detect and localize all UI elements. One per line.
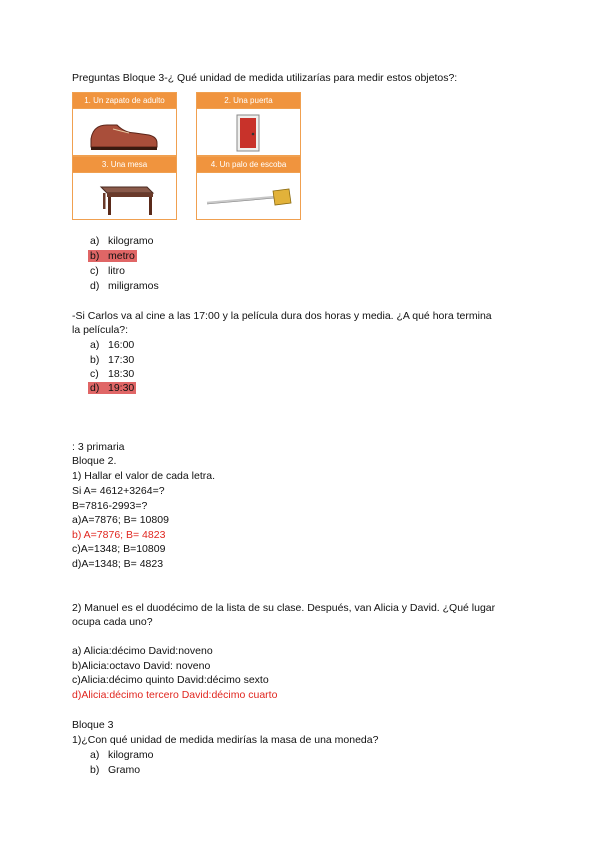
card-table <box>72 156 177 220</box>
option-b[interactable]: b) metro <box>90 250 135 262</box>
section-heading: Bloque 3 <box>72 719 114 731</box>
question-text: 1) Hallar el valor de cada letra. <box>72 470 215 482</box>
card-door <box>196 92 301 156</box>
image-grid <box>72 90 302 218</box>
option-a[interactable]: a)A=7876; B= 10809 <box>72 514 169 526</box>
option-a[interactable]: a) 16:00 <box>90 339 135 351</box>
option-c[interactable]: c) litro <box>90 265 125 277</box>
question-title: Preguntas Bloque 3-¿ Qué unidad de medida utilizarías para medir estos objetos?: <box>72 72 458 84</box>
equation-a: Si A= 4612+3264=? <box>72 485 165 497</box>
card-caption: 3. Una mesa <box>73 157 176 173</box>
question-text: 1)¿Con qué unidad de medida medirías la masa de una moneda? <box>72 734 379 746</box>
option-c[interactable]: c) 18:30 <box>90 368 135 380</box>
grade-label: : 3 primaria <box>72 441 125 453</box>
question-text: 2) Manuel es el duodécimo de la lista de su clase. Después, van Alicia y David. ¿Qué lugar <box>72 602 496 614</box>
door-icon <box>197 109 300 155</box>
option-d[interactable]: d) 19:30 <box>90 382 135 394</box>
option-d-correct[interactable]: d)Alicia:décimo tercero David:décimo cuarto <box>72 689 278 701</box>
question-text-continued: ocupa cada uno? <box>72 616 153 628</box>
question-text: -Si Carlos va al cine a las 17:00 y la película dura dos horas y media. ¿A qué hora termina <box>72 310 492 322</box>
option-a[interactable]: a) Alicia:décimo David:noveno <box>72 645 213 657</box>
broom-icon <box>197 173 300 219</box>
option-b[interactable]: b) Gramo <box>90 764 141 776</box>
equation-b: B=7816-2993=? <box>72 500 148 512</box>
card-caption: 2. Una puerta <box>197 93 300 109</box>
card-shoe <box>72 92 177 156</box>
option-a[interactable]: a) kilogramo <box>90 749 154 761</box>
option-b[interactable]: b)Alicia:octavo David: noveno <box>72 660 211 672</box>
question-text-continued: la película?: <box>72 324 129 336</box>
option-a[interactable]: a) kilogramo <box>90 235 154 247</box>
section-heading: Bloque 2. <box>72 455 117 467</box>
table-icon <box>73 173 176 219</box>
card-caption: 4. Un palo de escoba <box>197 157 300 173</box>
option-d[interactable]: d) miligramos <box>90 280 159 292</box>
card-caption: 1. Un zapato de adulto <box>73 93 176 109</box>
option-b-correct[interactable]: b) A=7876; B= 4823 <box>72 529 166 541</box>
option-b[interactable]: b) 17:30 <box>90 354 135 366</box>
option-d[interactable]: d)A=1348; B= 4823 <box>72 558 164 570</box>
option-c[interactable]: c)Alicia:décimo quinto David:décimo sexto <box>72 674 269 686</box>
card-broom <box>196 156 301 220</box>
shoe-icon <box>73 109 176 155</box>
option-c[interactable]: c)A=1348; B=10809 <box>72 543 166 555</box>
